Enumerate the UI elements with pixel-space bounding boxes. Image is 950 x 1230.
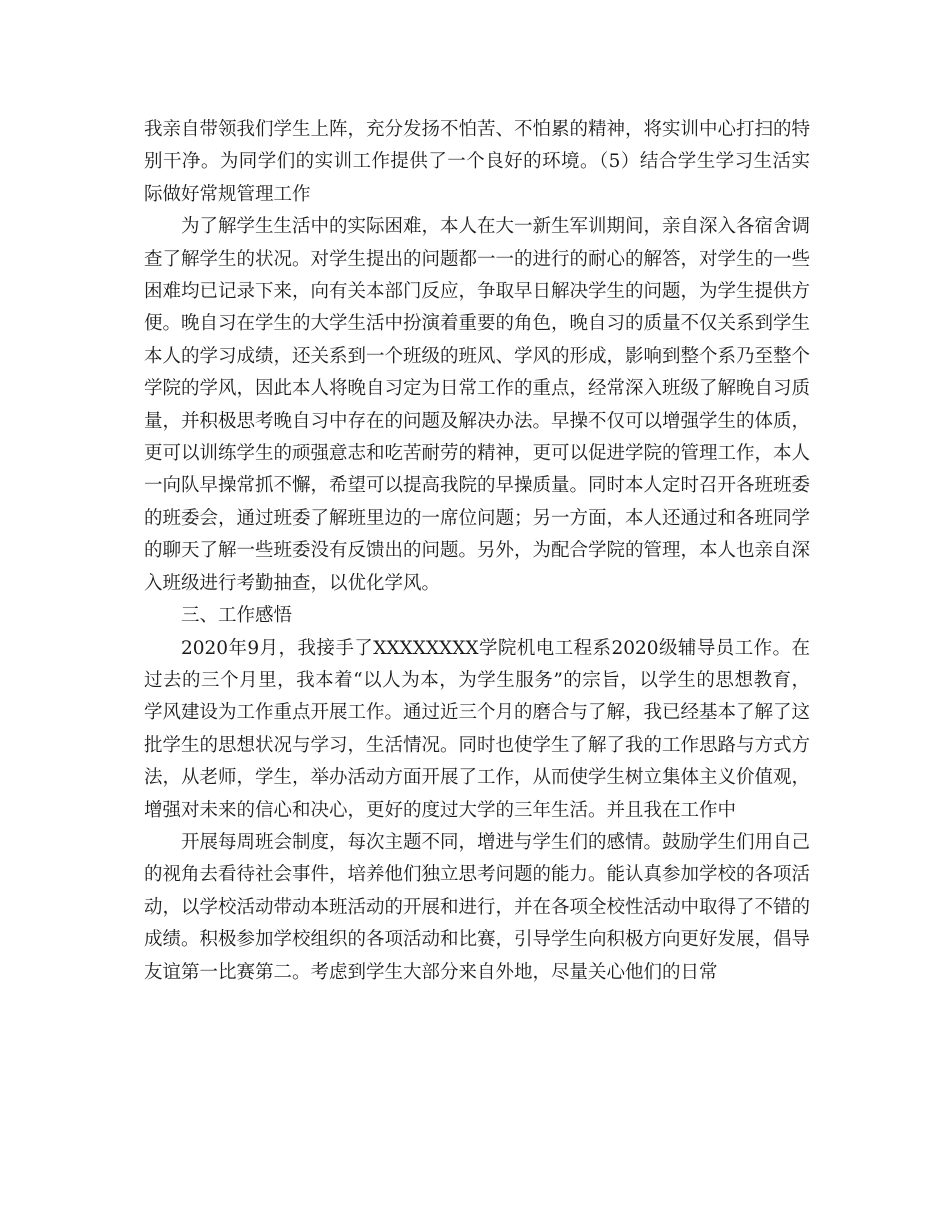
document-body [144,114,810,989]
section-heading: 三、工作感悟 [181,605,293,627]
paragraph-1: 我亲自带领我们学生上阵，充分发扬不怕苦、不怕累的精神，将实训中心打扫的特别干净。为同学们的实训工作提供了一个良好的环境。（5）结合学生学习生活实际做好常规管理工作 [144,119,811,205]
paragraph-2: 为了解学生生活中的实际困难，本人在大一新生军训期间，亲自深入各宿舍调查了解学生的状况。对学生提出的问题都一一的进行的耐心的解答，对学生的一些困难均已记录下来，向有关本部门反应，争取早日解决学生的问题，为学生提供方便。晚自习在学生的大学生活中扮演着重要的角色，晚自习的质量不仅关系到学生本人的学习成绩，还关系到一个班级的班风、学风的形成，影响到整个系乃至整个学院的学风，因此本人将晚自习定为日常工作的重点，经常深入班级了解晚自习质量，并积极思考晚自习中存在的问题及解决办法。早操不仅可以增强学生的体质，更可以训练学生的顽强意志和吃苦耐劳的精神，更可以促进学院的管理工作，本人一向队早操常抓不懈，希望可以提高我院的早操质量。同时本人定时召开各班班委的班委会，通过班委了解班里边的一席位问题；另一方面，本人还通过和各班同学的聊天了解一些班委没有反馈出的问题。另外，为配合学院的管理，本人也亲自深入班级进行考勤抽查，以优化学风。 [144,216,811,594]
paragraph-4: 2020年9月，我接手了XXXXXXXX学院机电工程系2020级辅导员工作。在过去的三个月里，我本着“以人为本，为学生服务”的宗旨，以学生的思想教育，学风建设为工作重点开展工作。通过近三个月的磨合与了解，我已经基本了解了这批学生的思想状况与学习，生活情况。同时也使学生了解了我的工作思路与方式方法，从老师，学生，举办活动方面开展了工作，从而使学生树立集体主义价值观，增强对未来的信心和决心，更好的度过大学的三年生活。并且我在工作中 [144,637,811,821]
paragraph-5: 开展每周班会制度，每次主题不同，增进与学生们的感情。鼓励学生们用自己的视角去看待社会事件，培养他们独立思考问题的能力。能认真参加学校的各项活动，以学校活动带动本班活动的开展和进行，并在各项全校性活动中取得了不错的成绩。积极参加学校组织的各项活动和比赛，引导学生向积极方向更好发展，倡导友谊第一比赛第二。考虑到学生大部分来自外地，尽量关心他们的日常 [144,831,811,983]
